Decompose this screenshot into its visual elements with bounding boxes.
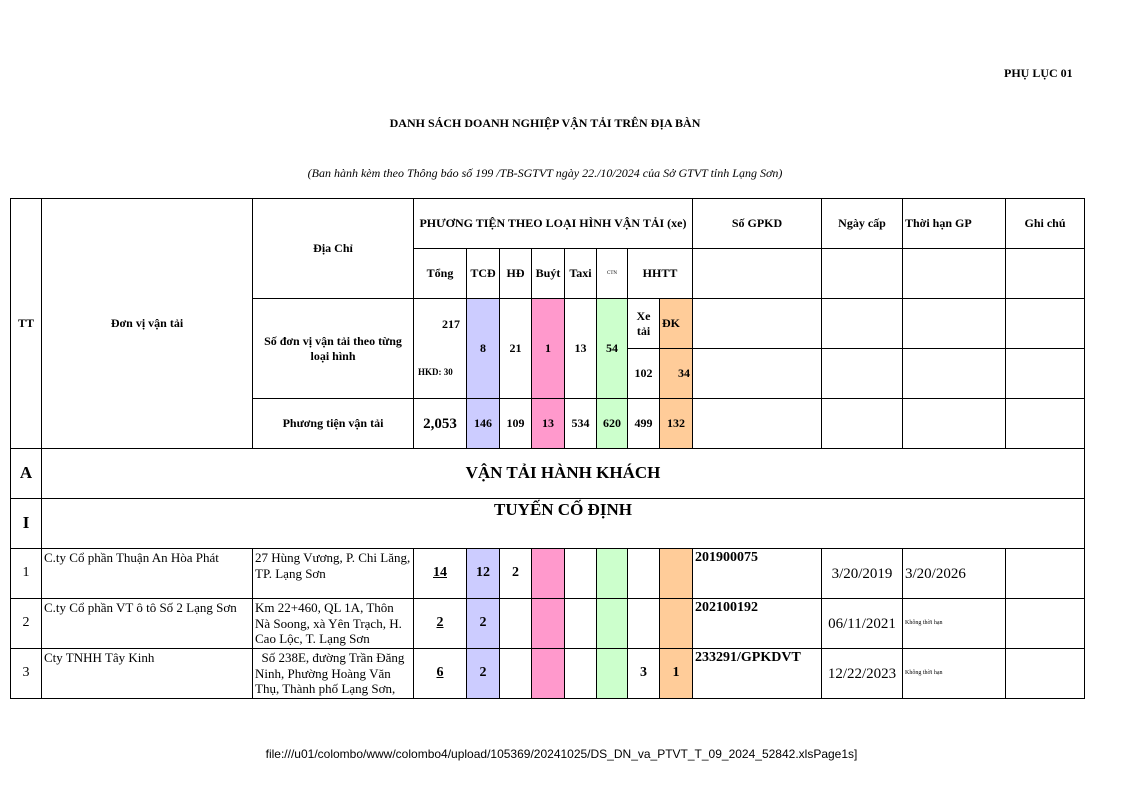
row-dk bbox=[660, 549, 693, 599]
units-taxi: 13 bbox=[565, 299, 597, 399]
empty-cell bbox=[693, 249, 822, 299]
header-hd: HĐ bbox=[500, 249, 532, 299]
empty-cell bbox=[903, 399, 1006, 449]
empty-cell bbox=[903, 349, 1006, 399]
table-row bbox=[11, 599, 1085, 649]
veh-taxi: 534 bbox=[565, 399, 597, 449]
row-unit: C.ty Cổ phần VT ô tô Số 2 Lạng Sơn bbox=[42, 599, 253, 649]
veh-hd: 109 bbox=[500, 399, 532, 449]
empty-cell bbox=[1006, 299, 1085, 349]
row-expiry: Không thời hạn bbox=[903, 649, 1006, 699]
row-issue-date: 06/11/2021 bbox=[822, 599, 903, 649]
row-truck bbox=[628, 599, 660, 649]
enterprise-table bbox=[10, 198, 1085, 699]
empty-cell bbox=[822, 299, 903, 349]
row-tt: 2 bbox=[11, 599, 42, 649]
table-row bbox=[11, 549, 1085, 599]
header-issue-date: Ngày cấp bbox=[822, 199, 903, 249]
header-taxi: Taxi bbox=[565, 249, 597, 299]
veh-truck: 499 bbox=[628, 399, 660, 449]
header-truck: Xe tải bbox=[628, 299, 660, 349]
header-license-no: Số GPKD bbox=[693, 199, 822, 249]
units-bus: 1 bbox=[532, 299, 565, 399]
row-bus bbox=[532, 649, 565, 699]
row-bus bbox=[532, 549, 565, 599]
row-tt: 1 bbox=[11, 549, 42, 599]
row-unit: C.ty Cổ phần Thuận An Hòa Phát bbox=[42, 549, 253, 599]
row-taxi bbox=[565, 649, 597, 699]
header-expiry: Thời hạn GP bbox=[903, 199, 1006, 249]
header-hhtt: HHTT bbox=[628, 249, 693, 299]
veh-dk: 132 bbox=[660, 399, 693, 449]
units-tcd: 8 bbox=[467, 299, 500, 399]
veh-tcd: 146 bbox=[467, 399, 500, 449]
header-notes: Ghi chú bbox=[1006, 199, 1085, 249]
row-note bbox=[1006, 649, 1085, 699]
row-note bbox=[1006, 599, 1085, 649]
row-expiry: Không thời hạn bbox=[903, 599, 1006, 649]
row-unit: Cty TNHH Tây Kinh bbox=[42, 649, 253, 699]
appendix-label: PHỤ LỤC 01 bbox=[1004, 66, 1073, 80]
units-truck: 102 bbox=[628, 349, 660, 399]
vehicles-label: Phương tiện vận tải bbox=[253, 399, 414, 449]
row-license-no: 202100192 bbox=[693, 599, 822, 649]
row-truck bbox=[628, 549, 660, 599]
row-address: Km 22+460, QL 1A, Thôn Nà Soong, xà Yên Trạch, H. Cao Lộc, T. Lạng Sơn bbox=[253, 599, 414, 649]
row-license-no: 201900075 bbox=[693, 549, 822, 599]
header-tt: TT bbox=[11, 199, 42, 449]
row-hd bbox=[500, 599, 532, 649]
section-a-title: VẬN TẢI HÀNH KHÁCH bbox=[42, 449, 1085, 499]
empty-cell bbox=[1006, 249, 1085, 299]
empty-cell bbox=[1006, 399, 1085, 449]
header-tcd: TCĐ bbox=[467, 249, 500, 299]
veh-bus: 13 bbox=[532, 399, 565, 449]
row-tt: 3 bbox=[11, 649, 42, 699]
empty-cell bbox=[693, 299, 822, 349]
empty-cell bbox=[1006, 349, 1085, 399]
row-hd bbox=[500, 649, 532, 699]
row-truck: 3 bbox=[628, 649, 660, 699]
row-tcd: 12 bbox=[467, 549, 500, 599]
row-expiry: 3/20/2026 bbox=[903, 549, 1006, 599]
row-total: 2 bbox=[414, 599, 467, 649]
section-i-code: I bbox=[11, 499, 42, 549]
header-bus: Buýt bbox=[532, 249, 565, 299]
row-address: Số 238E, đường Trần Đăng Ninh, Phường Hoàng Văn Thụ, Thành phố Lạng Sơn, bbox=[253, 649, 414, 699]
empty-cell bbox=[693, 349, 822, 399]
units-hkd: HKD: 30 bbox=[418, 367, 453, 377]
row-tcd: 2 bbox=[467, 649, 500, 699]
row-taxi bbox=[565, 599, 597, 649]
row-dk bbox=[660, 599, 693, 649]
header-ctn: CTN bbox=[597, 249, 628, 299]
row-license-no: 233291/GPKDVT bbox=[693, 649, 822, 699]
units-label: Số đơn vị vận tải theo từng loại hình bbox=[253, 299, 414, 399]
section-a-code: A bbox=[11, 449, 42, 499]
document-title: DANH SÁCH DOANH NGHIỆP VẬN TẢI TRÊN ĐỊA BÀN bbox=[389, 116, 701, 130]
veh-total: 2,053 bbox=[414, 399, 467, 449]
row-ctn bbox=[597, 599, 628, 649]
units-dk: 34 bbox=[660, 349, 693, 399]
row-total: 6 bbox=[414, 649, 467, 699]
header-vehicles-group: PHƯƠNG TIỆN THEO LOẠI HÌNH VẬN TẢI (xe) bbox=[414, 199, 693, 249]
units-hd: 21 bbox=[500, 299, 532, 399]
units-ctn: 54 bbox=[597, 299, 628, 399]
header-dk: ĐK bbox=[660, 299, 693, 349]
row-issue-date: 12/22/2023 bbox=[822, 649, 903, 699]
document-subtitle: (Ban hành kèm theo Thông báo số 199 /TB-SGTVT ngày 22./10/2024 của Sở GTVT tỉnh Lạng Sơn) bbox=[307, 166, 783, 180]
section-i-title: TUYẾN CỐ ĐỊNH bbox=[42, 499, 1085, 549]
empty-cell bbox=[693, 399, 822, 449]
row-tcd: 2 bbox=[467, 599, 500, 649]
empty-cell bbox=[822, 249, 903, 299]
row-note bbox=[1006, 549, 1085, 599]
row-taxi bbox=[565, 549, 597, 599]
row-bus bbox=[532, 599, 565, 649]
units-total-cell bbox=[414, 299, 467, 399]
row-hd: 2 bbox=[500, 549, 532, 599]
veh-ctn: 620 bbox=[597, 399, 628, 449]
header-total: Tổng bbox=[414, 249, 467, 299]
row-address: 27 Hùng Vương, P. Chi Lăng, TP. Lạng Sơn bbox=[253, 549, 414, 599]
units-total: 217 bbox=[442, 317, 460, 331]
header-unit: Đơn vị vận tải bbox=[42, 199, 253, 449]
row-dk: 1 bbox=[660, 649, 693, 699]
footer-file-path: file:///u01/colombo/www/colombo4/upload/105369/20241025/DS_DN_va_PTVT_T_09_2024_52842.xlsPage1s] bbox=[265, 747, 858, 761]
empty-cell bbox=[903, 299, 1006, 349]
empty-cell bbox=[903, 249, 1006, 299]
table-row bbox=[11, 649, 1085, 699]
row-total: 14 bbox=[414, 549, 467, 599]
row-ctn bbox=[597, 649, 628, 699]
header-address: Địa Chỉ bbox=[253, 199, 414, 299]
row-ctn bbox=[597, 549, 628, 599]
empty-cell bbox=[822, 399, 903, 449]
empty-cell bbox=[822, 349, 903, 399]
row-issue-date: 3/20/2019 bbox=[822, 549, 903, 599]
